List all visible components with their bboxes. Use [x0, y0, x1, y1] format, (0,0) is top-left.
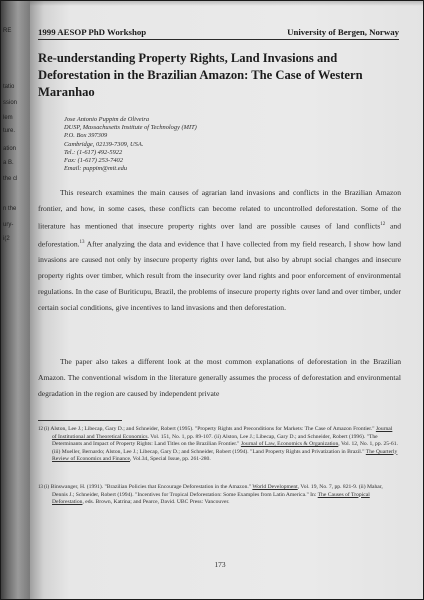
- facing-page-edge: [0, 0, 30, 600]
- fn12-text-1: (i) Alston, Lee J.; Libecap, Gary D.; and Schneider, Robert (1995). "Property Rights and Preconditions for Markets: The Case of Amazon Frontier.": [44, 426, 376, 432]
- scan-shadow: [30, 0, 424, 6]
- header-workshop: 1999 AESOP PhD Workshop: [38, 27, 147, 37]
- body-paragraph-1: [38, 185, 401, 316]
- fn13-journal-1: World Development: [252, 484, 298, 490]
- fn12-journal-3: The Quarterly Review of Economics and Finance: [52, 448, 398, 462]
- fn13-text-1: (i) Binswanger, H. (1991). "Brazilian Policies that Encourage Deforestation in the Amazon.": [44, 484, 253, 490]
- fn13-text-2: , Vol. 19, No. 7, pp. 821-9. (ii) Mahar, Dennis J.; Schneider, Robert (1994). "Incentives for Tropical Deforestation: Some Examples from Latin America." In:: [52, 484, 383, 498]
- fn13-journal-2: The Causes of Tropical Deforestation: [52, 491, 370, 505]
- running-header: [38, 27, 399, 37]
- bleed-text: i(2: [3, 236, 10, 242]
- paper-title: Re-understanding Property Rights, Land Invasions and Deforestation in the Brazilian Amazon: The Case of Western Maranhao: [38, 51, 363, 99]
- footnote-ref-13: 13: [79, 239, 85, 245]
- author-affiliation: DUSP, Massachusetts Institute of Technology (MIT): [64, 124, 197, 132]
- p1-text-c: After analyzing the data and evidence that I have collected from my field research, I show how land invasions are caused not only by insecure property rights over land, but also by abrupt social changes and insecure property rights over timber, which result from the insecurity over land rights and poor enforcement of environmental regulations. In the case of Buriticupu, Brazil, the problems of insecure property rights over land and over timber, under certain social conditions, give incentives to land invasions and then deforestation.: [38, 239, 401, 313]
- footnote-rule: [38, 420, 122, 421]
- bleed-text: the cl: [3, 176, 18, 182]
- footnote-text: [38, 484, 398, 507]
- header-rule: [38, 39, 399, 40]
- bleed-text: RE: [3, 28, 12, 34]
- bleed-text: lem: [3, 115, 13, 121]
- author-city: Cambridge, 02139-7309, USA.: [64, 140, 144, 148]
- fn12-journal-2: Journal of Law, Economics & Organization: [240, 441, 339, 447]
- bleed-text: n the: [3, 206, 17, 212]
- footnote-ref-12: 12: [380, 222, 386, 227]
- footnote-12: [38, 426, 398, 464]
- footnote-number: 13: [38, 485, 43, 490]
- bleed-text: ury-: [3, 222, 14, 228]
- footnote-number: 12: [38, 427, 43, 432]
- fn12-text-2: . Vol. 151, No. 1, pp. 89-107. (ii) Alston, Lee J.; Libecap, Gary D.; and Schneider, Robert (1996). "The Determinants and Impact of Property Rights: Land Titles on the Brazilian Frontier.": [52, 433, 378, 447]
- footnote-13: [38, 484, 398, 507]
- bleed-text: a B.: [3, 160, 14, 166]
- page-number: 173: [214, 560, 226, 569]
- bleed-text: ation: [3, 146, 17, 152]
- author-email: Email: puppim@mit.edu: [64, 165, 128, 173]
- fn13-text-3: , eds. Brown, Katrina; and Pearce, David. UBC Press: Vancouver.: [82, 499, 230, 505]
- author-fax: Fax: (1-617) 253-7402: [64, 157, 123, 165]
- fn12-text-3: , Vol. 12, No. 1, pp. 25-61. (iii) Mueller, Bernardo; Alston, Lee J.; Libecap, Gary D.; and Schneider, Robert (1994). "Land Property Rights and Privatization in Brazil.": [52, 441, 398, 455]
- footnote-text: [38, 426, 398, 464]
- bleed-text: ssion: [3, 100, 18, 106]
- author-tel: Tel.: (1-617) 492-5922: [64, 148, 123, 156]
- p1-text-b: and deforestation.: [38, 221, 401, 249]
- author-po-box: P.O. Box 397309: [64, 132, 108, 140]
- author-name: Jose Antonio Puppim de Oliveira: [64, 116, 150, 123]
- bleed-text: ture.: [3, 128, 16, 134]
- fn12-journal-1: Journal of Institutional and Theoretical Economics: [52, 426, 393, 440]
- p1-text-a: This research examines the main causes of agrarian land invasions and conflicts in the Brazilian Amazon frontier, and how, in some cases, these conflicts can become related to uncontrolled deforestation. Some of the literature has mentioned that insecure property rights over land are possible causes of land conflicts: [38, 188, 401, 231]
- bleed-text: tatio: [3, 84, 15, 90]
- body-paragraph-2: The paper also takes a different look at the most common explanations of deforestation in the Brazilian Amazon. The conventional wisdom in the literature generally assumes the process of deforestation and environmental degradation in the region are caused by independent private: [38, 357, 401, 398]
- fn12-text-4: , Vol.34, Special Issue, pp. 261-280.: [129, 456, 211, 462]
- author-block: [64, 116, 304, 173]
- header-university: University of Bergen, Norway: [287, 27, 399, 37]
